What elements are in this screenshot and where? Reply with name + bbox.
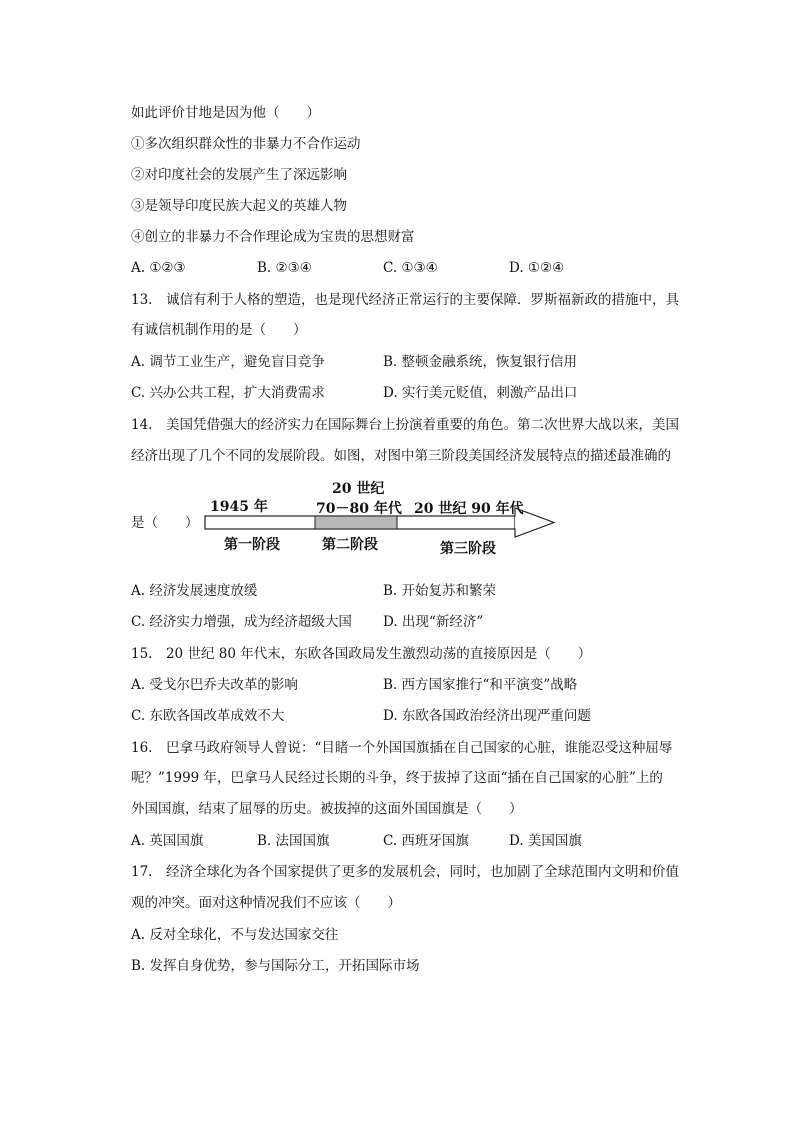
q13-stem-line2: 有诚信机制作用的是（ ） <box>131 322 307 338</box>
q13-option-c: C. 兴办公共工程，扩大消费需求 <box>131 385 325 401</box>
q12-item-1: ①多次组织群众性的非暴力不合作运动 <box>131 136 361 152</box>
q17-stem-line1: 17. 经济全球化为各个国家提供了更多的发展机会，同时，也加剧了全球范围内文明和价值 <box>131 864 679 880</box>
timeline-label-century: 20 世纪 <box>332 481 385 497</box>
q12-option-a: A. ①②③ <box>131 260 186 276</box>
q12-item-3: ③是领导印度民族大起义的英雄人物 <box>131 198 347 214</box>
q12-option-b: B. ②③④ <box>257 260 312 276</box>
q12-stem: 如此评价甘地是因为他（ ） <box>131 105 320 121</box>
q16-option-c: C. 西班牙国旗 <box>383 833 469 849</box>
q14-stem-line1: 14. 美国凭借强大的经济实力在国际舞台上扮演着重要的角色。第二次世界大战以来，美国 <box>131 417 679 433</box>
q12-option-d: D. ①②④ <box>509 260 565 276</box>
q14-option-a: A. 经济发展速度放缓 <box>131 583 258 599</box>
q16-option-d: D. 美国国旗 <box>509 833 582 849</box>
q14-timeline-figure <box>204 478 560 566</box>
timeline-stage-2: 第二阶段 <box>322 537 378 553</box>
q12-option-c: C. ①③④ <box>383 260 438 276</box>
q15-option-d: D. 东欧各国政治经济出现严重问题 <box>383 708 591 724</box>
q14-option-c: C. 经济实力增强，成为经济超级大国 <box>131 614 352 630</box>
timeline-label-1945: 1945 年 <box>210 499 268 515</box>
q13-option-b: B. 整顿金融系统，恢复银行信用 <box>383 354 578 370</box>
q14-option-b: B. 开始复苏和繁荣 <box>383 583 497 599</box>
q14-stem-line2: 经济出现了几个不同的发展阶段。如图，对图中第三阶段美国经济发展特点的描述最准确的 <box>131 448 671 464</box>
q14-stem-line3: 是（ ） <box>131 515 199 531</box>
q16-stem-line3: 外国国旗，结束了屈辱的历史。被拔掉的这面外国国旗是（ ） <box>131 801 523 817</box>
q17-option-a: A. 反对全球化，不与发达国家交往 <box>131 927 339 943</box>
timeline-stage-1: 第一阶段 <box>224 537 280 553</box>
timeline-stage-3: 第三阶段 <box>440 541 496 557</box>
q15-option-c: C. 东欧各国改革成效不大 <box>131 708 285 724</box>
q12-item-2: ②对印度社会的发展产生了深远影响 <box>131 167 347 183</box>
q12-item-4: ④创立的非暴力不合作理论成为宝贵的思想财富 <box>131 229 415 245</box>
q17-option-b: B. 发挥自身优势，参与国际分工，开拓国际市场 <box>131 958 420 974</box>
q15-stem: 15. 20 世纪 80 年代末，东欧各国政局发生激烈动荡的直接原因是（ ） <box>131 646 592 662</box>
q13-option-d: D. 实行美元贬值，刺激产品出口 <box>383 385 578 401</box>
q15-option-b: B. 西方国家推行“和平演变”战略 <box>383 677 578 693</box>
q15-option-a: A. 受戈尔巴乔夫改革的影响 <box>131 677 298 693</box>
q14-option-d: D. 出现“新经济” <box>383 614 484 630</box>
q17-stem-line2: 观的冲突。面对这种情况我们不应该（ ） <box>131 895 401 911</box>
timeline-label-90s: 20 世纪 90 年代 <box>414 501 524 517</box>
q16-stem-line2: 呢？”1999 年，巴拿马人民经过长期的斗争，终于拔掉了这面“插在自己国家的心脏”上的 <box>131 770 663 786</box>
q16-stem-line1: 16. 巴拿马政府领导人曾说：“目睹一个外国国旗插在自己国家的心脏，谁能忍受这种屈辱 <box>131 740 673 756</box>
timeline-label-70-80: 70－80 年代 <box>316 501 402 517</box>
q16-option-b: B. 法国国旗 <box>257 833 330 849</box>
q13-option-a: A. 调节工业生产，避免盲目竞争 <box>131 354 325 370</box>
q16-option-a: A. 英国国旗 <box>131 833 204 849</box>
q13-stem-line1: 13. 诚信有利于人格的塑造，也是现代经济正常运行的主要保障．罗斯福新政的措施中，具 <box>131 292 679 308</box>
